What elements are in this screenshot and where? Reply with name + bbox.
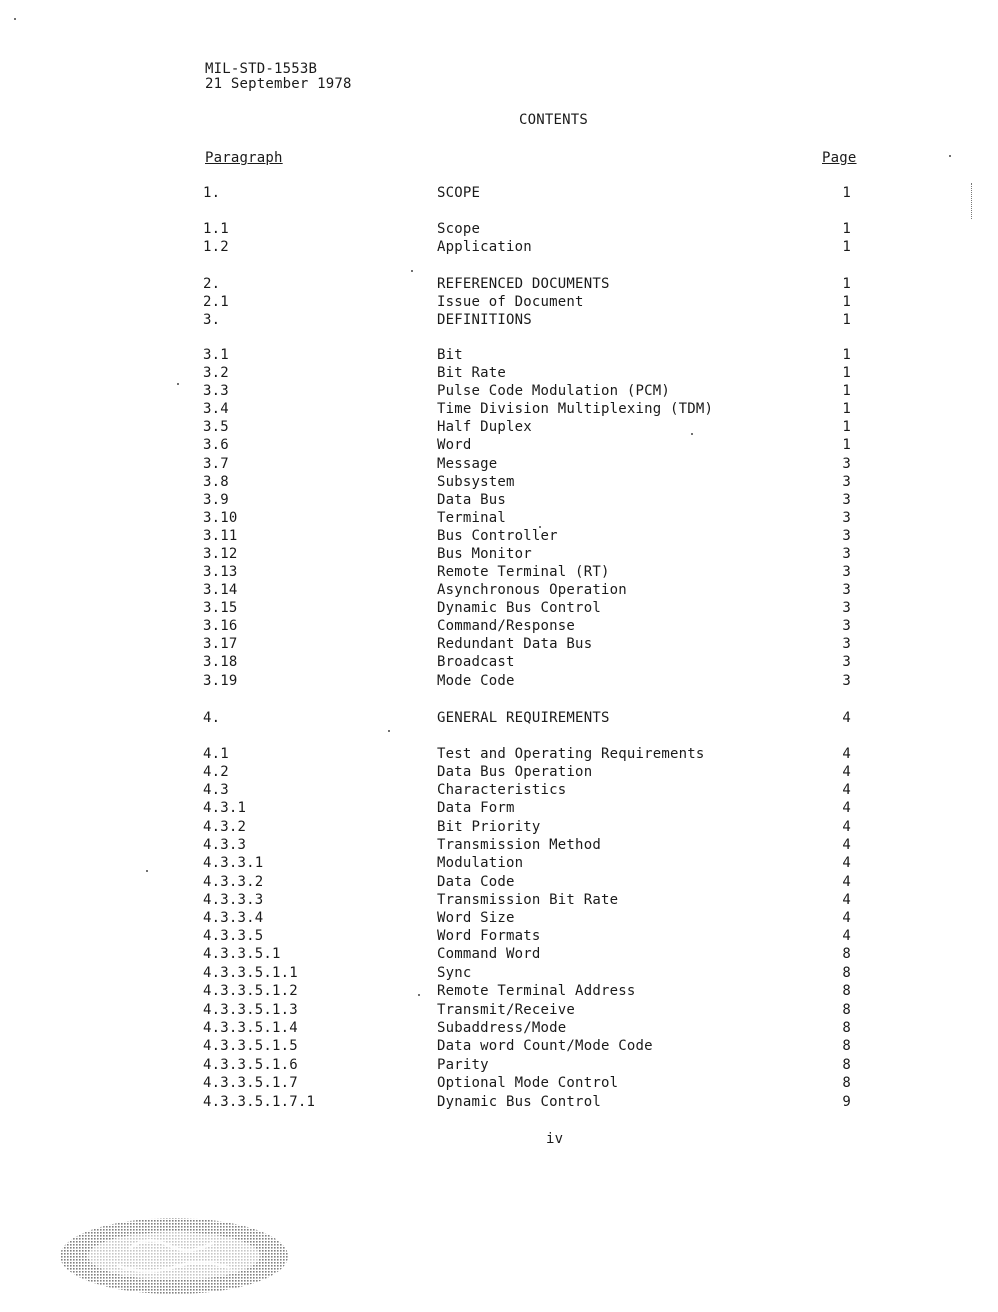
toc-entry-title: Redundant Data Bus xyxy=(437,636,593,652)
toc-page-number: 1 xyxy=(842,437,851,453)
scan-speck xyxy=(14,18,16,20)
scan-speck xyxy=(177,383,179,385)
toc-paragraph-number: 1. xyxy=(203,185,221,201)
toc-paragraph-number: 2.1 xyxy=(203,294,229,310)
toc-page-number: 4 xyxy=(842,782,851,798)
toc-entry-title: Message xyxy=(437,456,498,472)
toc-paragraph-number: 3.14 xyxy=(203,582,238,598)
toc-page-number: 3 xyxy=(842,564,851,580)
toc-paragraph-number: 3.8 xyxy=(203,474,229,490)
toc-entry xyxy=(0,383,998,400)
toc-entry-title: Remote Terminal (RT) xyxy=(437,564,610,580)
toc-page-number: 4 xyxy=(842,819,851,835)
toc-page-number: 4 xyxy=(842,892,851,908)
toc-page-number: 3 xyxy=(842,492,851,508)
toc-entry xyxy=(0,456,998,473)
toc-entry-title: Word xyxy=(437,437,472,453)
toc-entry xyxy=(0,582,998,599)
toc-entry xyxy=(0,710,998,727)
toc-entry-title: Data word Count/Mode Code xyxy=(437,1038,653,1054)
toc-entry xyxy=(0,510,998,527)
toc-entry-title: Data Bus xyxy=(437,492,507,508)
toc-entry xyxy=(0,239,998,256)
toc-paragraph-number: 4.3.3.5.1.5 xyxy=(203,1038,298,1054)
toc-entry-title: Dynamic Bus Control xyxy=(437,1094,601,1110)
toc-entry-title: Mode Code xyxy=(437,673,515,689)
toc-page-number: 3 xyxy=(842,673,851,689)
toc-entry-title: Dynamic Bus Control xyxy=(437,600,601,616)
toc-entry xyxy=(0,600,998,617)
toc-entry-title: Data Code xyxy=(437,874,515,890)
toc-entry xyxy=(0,965,998,982)
toc-entry xyxy=(0,764,998,781)
toc-entry xyxy=(0,276,998,293)
toc-paragraph-number: 4.3.3.5.1 xyxy=(203,946,281,962)
toc-entry xyxy=(0,312,998,329)
toc-paragraph-number: 4.3.3.4 xyxy=(203,910,264,926)
toc-paragraph-number: 4.3.3.1 xyxy=(203,855,264,871)
toc-entry-title: Subsystem xyxy=(437,474,515,490)
toc-page-number: 3 xyxy=(842,582,851,598)
toc-entry xyxy=(0,221,998,238)
contents-heading: CONTENTS xyxy=(519,112,589,128)
toc-entry-title: Subaddress/Mode xyxy=(437,1020,567,1036)
toc-entry xyxy=(0,636,998,653)
toc-paragraph-number: 4.3.3.5.1.2 xyxy=(203,983,298,999)
toc-entry-title: Scope xyxy=(437,221,481,237)
toc-entry xyxy=(0,1002,998,1019)
scan-speck xyxy=(539,526,541,528)
toc-paragraph-number: 4.3.3.3 xyxy=(203,892,264,908)
toc-paragraph-number: 4.3.3.5.1.4 xyxy=(203,1020,298,1036)
toc-page-number: 1 xyxy=(842,185,851,201)
toc-entry xyxy=(0,874,998,891)
toc-page-number: 1 xyxy=(842,383,851,399)
toc-paragraph-number: 2. xyxy=(203,276,221,292)
toc-paragraph-number: 4.3.3.5.1.1 xyxy=(203,965,298,981)
toc-page-number: 3 xyxy=(842,600,851,616)
toc-entry xyxy=(0,1094,998,1111)
toc-page-number: 4 xyxy=(842,710,851,726)
toc-paragraph-number: 3.6 xyxy=(203,437,229,453)
toc-entry-title: Terminal xyxy=(437,510,507,526)
toc-page-number: 1 xyxy=(842,276,851,292)
toc-entry-title: Asynchronous Operation xyxy=(437,582,627,598)
toc-paragraph-number: 4.3 xyxy=(203,782,229,798)
toc-entry-title: Modulation xyxy=(437,855,524,871)
toc-entry-title: Transmit/Receive xyxy=(437,1002,576,1018)
toc-paragraph-number: 4. xyxy=(203,710,221,726)
toc-page-number: 8 xyxy=(842,1038,851,1054)
toc-paragraph-number: 3.4 xyxy=(203,401,229,417)
document-date: 21 September 1978 xyxy=(205,76,352,92)
toc-page-number: 4 xyxy=(842,874,851,890)
toc-page-number: 8 xyxy=(842,983,851,999)
toc-page-number: 8 xyxy=(842,965,851,981)
toc-paragraph-number: 4.3.3.5.1.7 xyxy=(203,1075,298,1091)
faded-stamp-logo xyxy=(58,1208,290,1304)
toc-entry xyxy=(0,673,998,690)
toc-entry xyxy=(0,294,998,311)
toc-paragraph-number: 4.3.3 xyxy=(203,837,247,853)
toc-entry xyxy=(0,800,998,817)
toc-page-number: 4 xyxy=(842,837,851,853)
toc-entry xyxy=(0,1038,998,1055)
toc-entry-title: Pulse Code Modulation (PCM) xyxy=(437,383,670,399)
toc-paragraph-number: 4.3.1 xyxy=(203,800,247,816)
toc-paragraph-number: 3.19 xyxy=(203,673,238,689)
toc-entry-title: DEFINITIONS xyxy=(437,312,532,328)
toc-entry-title: GENERAL REQUIREMENTS xyxy=(437,710,610,726)
toc-page-number: 3 xyxy=(842,618,851,634)
toc-page-number: 3 xyxy=(842,474,851,490)
toc-entry xyxy=(0,946,998,963)
toc-entry-title: Data Form xyxy=(437,800,515,816)
toc-page-number: 4 xyxy=(842,855,851,871)
toc-page-number: 3 xyxy=(842,456,851,472)
toc-paragraph-number: 3.11 xyxy=(203,528,238,544)
toc-paragraph-number: 3.17 xyxy=(203,636,238,652)
toc-page-number: 3 xyxy=(842,510,851,526)
toc-entry xyxy=(0,654,998,671)
toc-entry-title: Transmission Bit Rate xyxy=(437,892,619,908)
toc-entry xyxy=(0,819,998,836)
toc-page-number: 4 xyxy=(842,764,851,780)
toc-entry-title: Test and Operating Requirements xyxy=(437,746,705,762)
toc-entry-title: SCOPE xyxy=(437,185,481,201)
toc-paragraph-number: 4.1 xyxy=(203,746,229,762)
toc-entry xyxy=(0,401,998,418)
toc-entry-title: Remote Terminal Address xyxy=(437,983,636,999)
scan-speck xyxy=(388,730,390,732)
toc-paragraph-number: 3.18 xyxy=(203,654,238,670)
scan-speck xyxy=(146,870,148,872)
toc-page-number: 8 xyxy=(842,1075,851,1091)
toc-entry xyxy=(0,492,998,509)
toc-entry xyxy=(0,1020,998,1037)
toc-page-number: 1 xyxy=(842,401,851,417)
toc-paragraph-number: 3.12 xyxy=(203,546,238,562)
toc-paragraph-number: 1.1 xyxy=(203,221,229,237)
toc-paragraph-number: 3.3 xyxy=(203,383,229,399)
toc-entry-title: Data Bus Operation xyxy=(437,764,593,780)
toc-paragraph-number: 4.3.3.5.1.3 xyxy=(203,1002,298,1018)
toc-entry xyxy=(0,837,998,854)
toc-paragraph-number: 4.3.2 xyxy=(203,819,247,835)
toc-entry-title: Bus Controller xyxy=(437,528,558,544)
toc-entry xyxy=(0,892,998,909)
toc-entry-title: Parity xyxy=(437,1057,489,1073)
toc-entry-title: Time Division Multiplexing (TDM) xyxy=(437,401,714,417)
toc-page-number: 1 xyxy=(842,312,851,328)
toc-entry xyxy=(0,618,998,635)
toc-paragraph-number: 4.3.3.5 xyxy=(203,928,264,944)
scan-speck xyxy=(411,270,413,272)
toc-entry xyxy=(0,185,998,202)
toc-page-number: 1 xyxy=(842,347,851,363)
toc-paragraph-number: 3.9 xyxy=(203,492,229,508)
toc-page-number: 1 xyxy=(842,294,851,310)
toc-paragraph-number: 1.2 xyxy=(203,239,229,255)
toc-page-number: 4 xyxy=(842,746,851,762)
toc-page-number: 9 xyxy=(842,1094,851,1110)
toc-entry xyxy=(0,528,998,545)
toc-paragraph-number: 3.1 xyxy=(203,347,229,363)
toc-entry xyxy=(0,546,998,563)
toc-entry xyxy=(0,746,998,763)
toc-paragraph-number: 4.3.3.5.1.7.1 xyxy=(203,1094,316,1110)
toc-entry xyxy=(0,1075,998,1092)
toc-page-number: 4 xyxy=(842,910,851,926)
toc-page-number: 3 xyxy=(842,528,851,544)
toc-entry-title: Bit xyxy=(437,347,463,363)
toc-paragraph-number: 3.2 xyxy=(203,365,229,381)
scan-speck xyxy=(691,433,693,435)
toc-paragraph-number: 3.10 xyxy=(203,510,238,526)
toc-page-number: 8 xyxy=(842,1057,851,1073)
toc-entry-title: Application xyxy=(437,239,532,255)
toc-entry-title: Word Size xyxy=(437,910,515,926)
toc-entry-title: REFERENCED DOCUMENTS xyxy=(437,276,610,292)
toc-entry xyxy=(0,855,998,872)
toc-paragraph-number: 4.3.3.5.1.6 xyxy=(203,1057,298,1073)
toc-entry-title: Sync xyxy=(437,965,472,981)
toc-page-number: 3 xyxy=(842,654,851,670)
toc-paragraph-number: 4.2 xyxy=(203,764,229,780)
toc-entry-title: Issue of Document xyxy=(437,294,584,310)
toc-paragraph-number: 3. xyxy=(203,312,221,328)
toc-page-number: 1 xyxy=(842,239,851,255)
toc-page-number: 8 xyxy=(842,1002,851,1018)
toc-entry-title: Characteristics xyxy=(437,782,567,798)
scan-speck xyxy=(949,155,951,157)
scan-speck xyxy=(418,994,420,996)
scan-mark xyxy=(971,183,973,219)
toc-entry xyxy=(0,347,998,364)
toc-entry-title: Word Formats xyxy=(437,928,541,944)
toc-entry-title: Half Duplex xyxy=(437,419,532,435)
toc-entry xyxy=(0,564,998,581)
toc-page-number: 3 xyxy=(842,546,851,562)
toc-entry xyxy=(0,437,998,454)
toc-entry xyxy=(0,419,998,436)
toc-entry xyxy=(0,1057,998,1074)
toc-entry-title: Bus Monitor xyxy=(437,546,532,562)
toc-page-number: 3 xyxy=(842,636,851,652)
toc-entry-title: Bit Priority xyxy=(437,819,541,835)
toc-paragraph-number: 3.13 xyxy=(203,564,238,580)
toc-page-number: 1 xyxy=(842,419,851,435)
toc-entry-title: Optional Mode Control xyxy=(437,1075,619,1091)
toc-paragraph-number: 3.15 xyxy=(203,600,238,616)
toc-entry-title: Command/Response xyxy=(437,618,576,634)
toc-page-number: 1 xyxy=(842,221,851,237)
toc-paragraph-number: 4.3.3.2 xyxy=(203,874,264,890)
toc-entry-title: Broadcast xyxy=(437,654,515,670)
toc-entry xyxy=(0,474,998,491)
toc-page-number: 1 xyxy=(842,365,851,381)
toc-paragraph-number: 3.16 xyxy=(203,618,238,634)
toc-paragraph-number: 3.7 xyxy=(203,456,229,472)
toc-page-number: 4 xyxy=(842,928,851,944)
paragraph-column-header: Paragraph xyxy=(205,150,283,166)
toc-entry xyxy=(0,910,998,927)
toc-entry xyxy=(0,928,998,945)
toc-entry xyxy=(0,983,998,1000)
page-number: iv xyxy=(546,1131,564,1147)
page-column-header: Page xyxy=(822,150,857,166)
toc-entry-title: Bit Rate xyxy=(437,365,507,381)
toc-entry-title: Command Word xyxy=(437,946,541,962)
toc-page-number: 8 xyxy=(842,1020,851,1036)
toc-page-number: 4 xyxy=(842,800,851,816)
toc-entry-title: Transmission Method xyxy=(437,837,601,853)
toc-paragraph-number: 3.5 xyxy=(203,419,229,435)
toc-entry xyxy=(0,365,998,382)
toc-entry xyxy=(0,782,998,799)
toc-page-number: 8 xyxy=(842,946,851,962)
document-number: MIL-STD-1553B xyxy=(205,61,318,77)
